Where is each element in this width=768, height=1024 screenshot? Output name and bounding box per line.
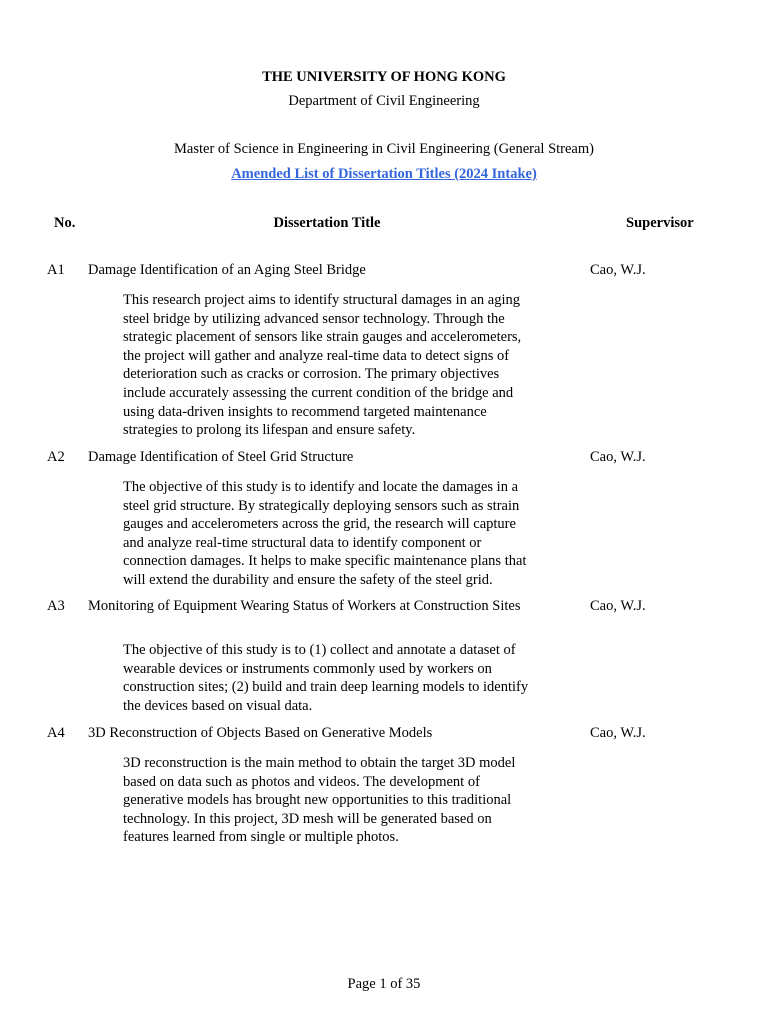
description-line: and analyze real-time structural data to identify component or <box>123 534 482 551</box>
description-line: deterioration such as cracks or corrosion. The primary objectives <box>123 366 500 383</box>
entry-description <box>123 641 568 715</box>
entry-title: Damage Identification of an Aging Steel Bridge <box>88 262 366 278</box>
description-line: will extend the durability and ensure the safety of the steel grid. <box>123 571 493 588</box>
description-line: This research project aims to identify structural damages in an aging <box>123 292 521 308</box>
programme-name: Master of Science in Engineering in Civil Engineering (General Stream) <box>174 141 594 157</box>
description-line: The objective of this study is to (1) collect and annotate a dataset of <box>123 642 516 658</box>
description-line: wearable devices or instruments commonly used by workers on <box>123 660 492 677</box>
description-line: include accurately assessing the current condition of the bridge and <box>123 384 514 401</box>
description-line: connection damages. It helps to make specific maintenance plans that <box>123 553 527 570</box>
entry-code: A3 <box>47 598 65 614</box>
description-line: features learned from single or multiple photos. <box>123 829 399 846</box>
column-header-supervisor: Supervisor <box>626 215 694 231</box>
description-line: using data-driven insights to recommend targeted maintenance <box>123 403 487 420</box>
description-line: technology. In this project, 3D mesh will be generated based on <box>123 810 492 827</box>
description-line: generative models has brought new opportunities to this traditional <box>123 792 512 809</box>
department-name: Department of Civil Engineering <box>288 93 480 109</box>
entry-description <box>123 754 568 847</box>
entry-supervisor: Cao, W.J. <box>590 262 646 278</box>
entry-title: 3D Reconstruction of Objects Based on Generative Models <box>88 725 433 741</box>
university-name: THE UNIVERSITY OF HONG KONG <box>262 69 506 85</box>
description-line: the project will gather and analyze real-time data to detect signs of <box>123 347 510 364</box>
column-header-title: Dissertation Title <box>273 215 381 231</box>
entry-supervisor: Cao, W.J. <box>590 598 646 614</box>
entry-code: A4 <box>47 725 65 741</box>
description-line: strategic placement of sensors like strain gauges and accelerometers, <box>123 329 522 346</box>
column-header-no: No. <box>54 215 76 231</box>
entry-description <box>123 291 568 440</box>
entry-code: A1 <box>47 262 65 278</box>
entry-supervisor: Cao, W.J. <box>590 449 646 465</box>
description-line: The objective of this study is to identify and locate the damages in a <box>123 479 519 495</box>
entry-title: Damage Identification of Steel Grid Structure <box>88 449 354 465</box>
description-line: based on data such as photos and videos. The development of <box>123 773 480 790</box>
description-line: 3D reconstruction is the main method to obtain the target 3D model <box>123 755 516 771</box>
description-line: gauges and accelerometers across the grid, the research will capture <box>123 516 516 533</box>
description-line: steel grid structure. By strategically deploying sensors such as strain <box>123 497 520 514</box>
entry-supervisor: Cao, W.J. <box>590 725 646 741</box>
entry-description <box>123 478 568 590</box>
amended-list-link[interactable]: Amended List of Dissertation Titles (2024 Intake) <box>231 166 537 182</box>
description-line: strategies to prolong its lifespan and ensure safety. <box>123 422 416 439</box>
description-line: steel bridge by utilizing advanced sensor technology. Through the <box>123 310 505 327</box>
description-line: construction sites; (2) build and train deep learning models to identify <box>123 679 529 696</box>
entry-title: Monitoring of Equipment Wearing Status of Workers at Construction Sites <box>88 598 521 614</box>
entry-code: A2 <box>47 449 65 465</box>
description-line: the devices based on visual data. <box>123 697 313 714</box>
page-number: Page 1 of 35 <box>347 976 421 992</box>
